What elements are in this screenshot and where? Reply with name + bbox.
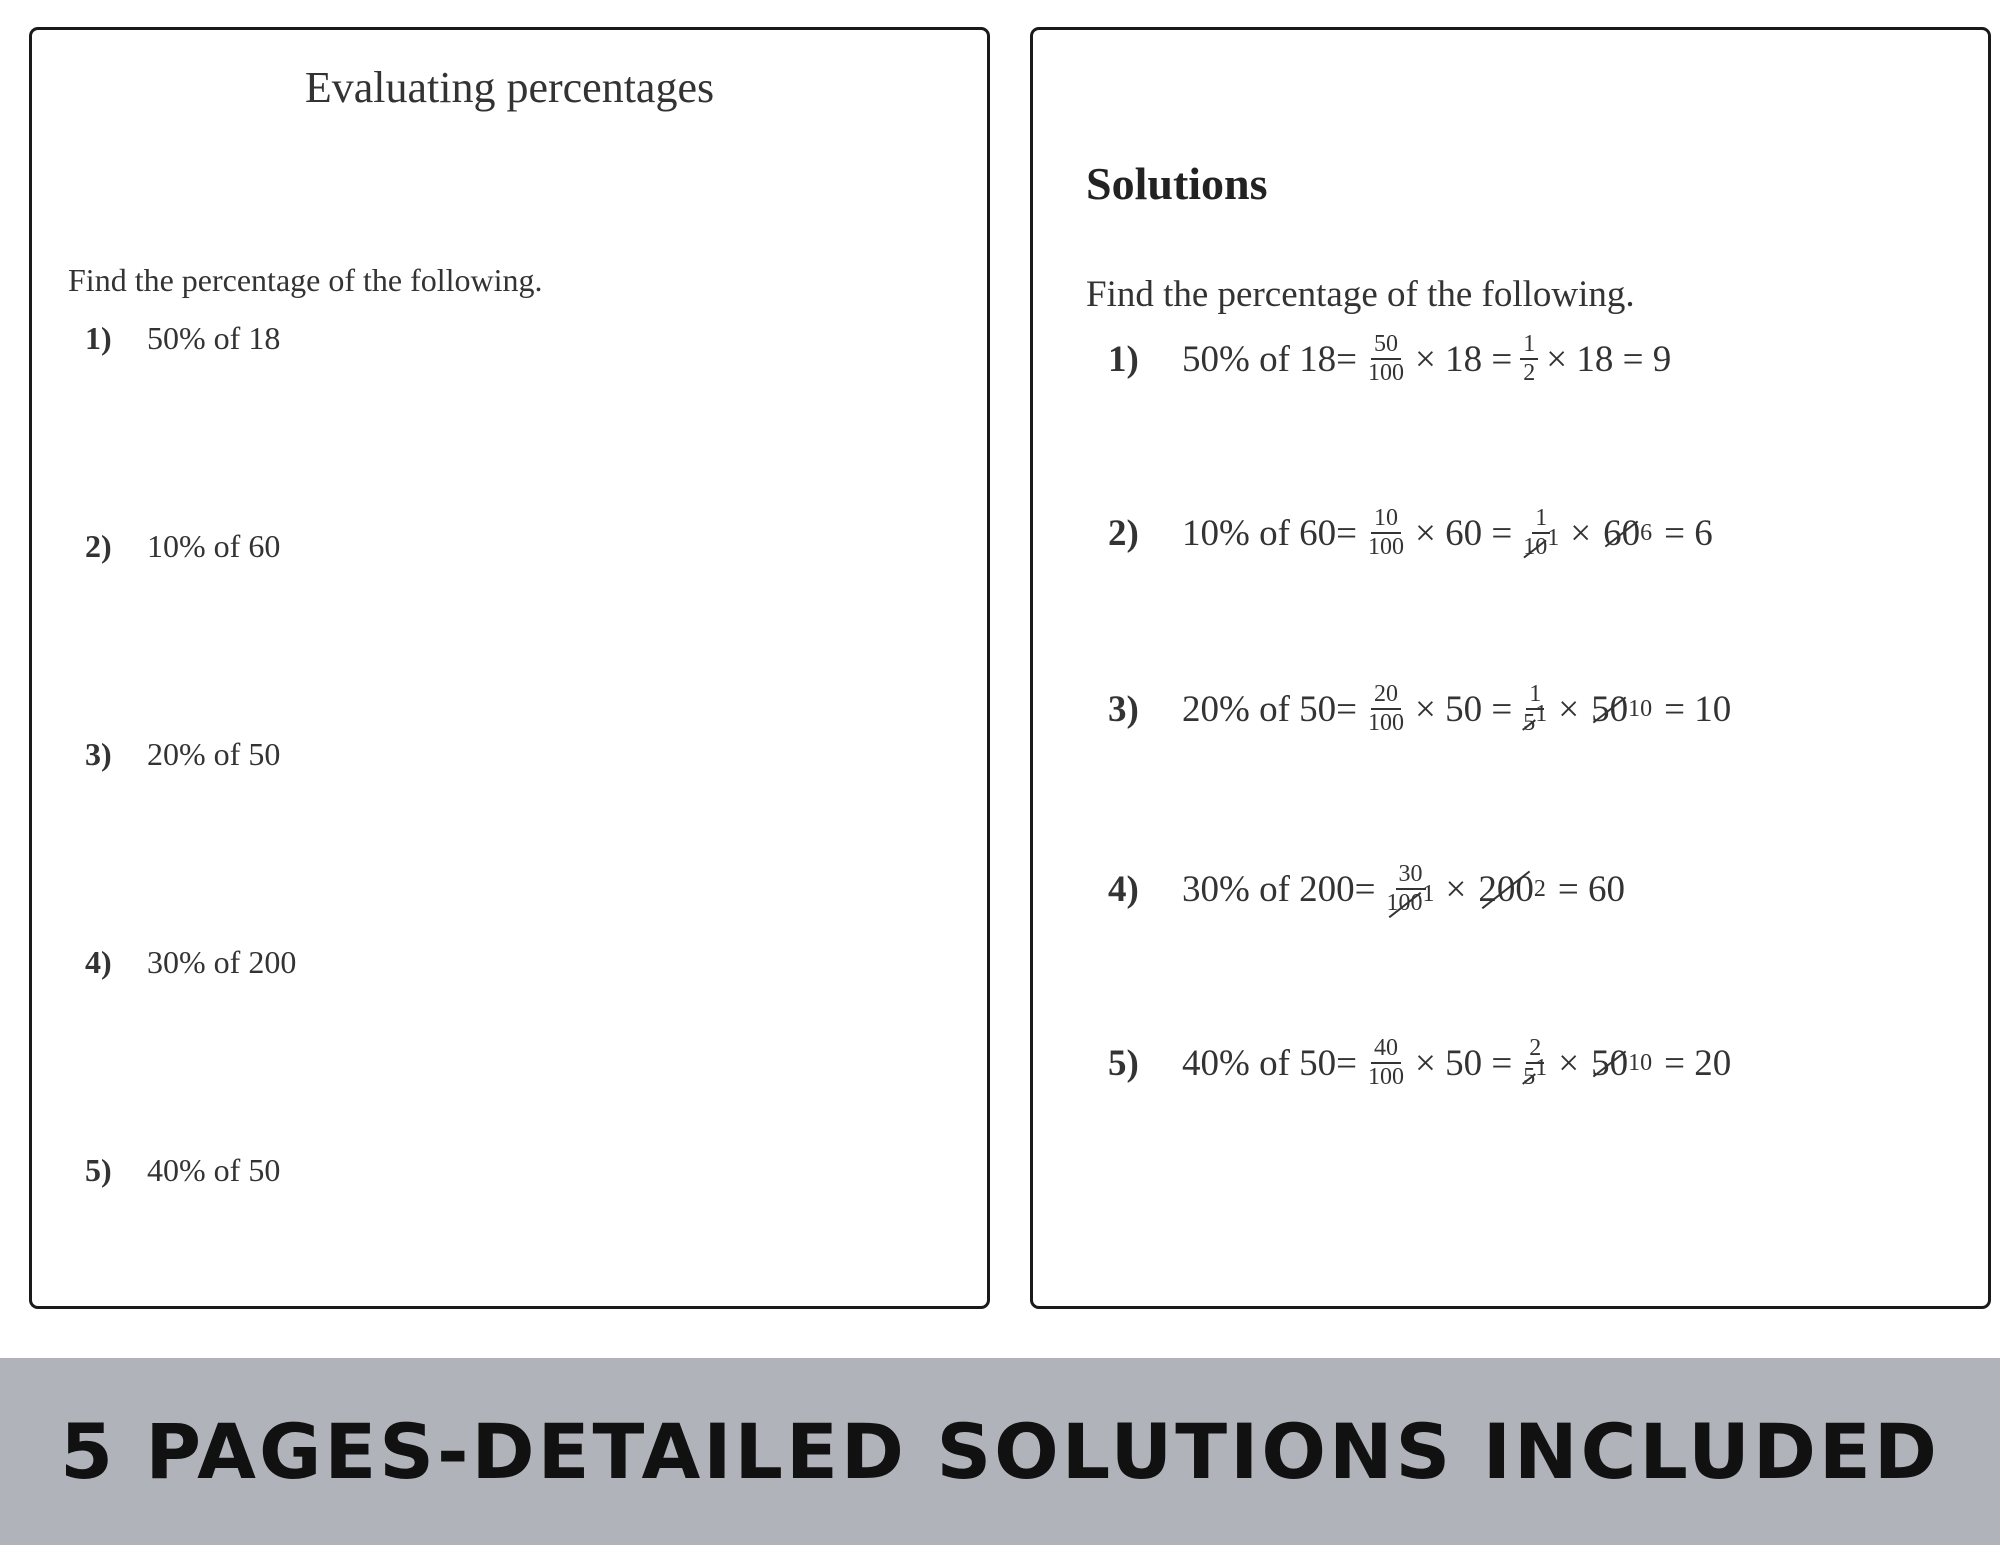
- question-number: 1): [85, 320, 112, 356]
- question-number: 2): [85, 528, 112, 564]
- solution-1: [1108, 332, 1671, 386]
- fraction: $\frac{20}{100}$: [1368, 681, 1405, 737]
- solutions-page: [1030, 27, 1991, 1309]
- worksheet-title: Evaluating percentages: [304, 63, 715, 112]
- promo-banner: [0, 1358, 2000, 1545]
- question-text: 40% of 50: [147, 1152, 281, 1188]
- fraction: $\frac{10}{100}$: [1368, 505, 1405, 561]
- solution-3: 3) 20% of 50= $\frac{20}{100}$ × 50 = $\frac{1}{51}$ × 50 10 = 10: [1108, 681, 1732, 737]
- solution-number: 4): [1108, 868, 1139, 910]
- solution-step: ×: [1558, 688, 1580, 730]
- solution-step: × 50 =: [1415, 688, 1513, 730]
- question-number: 5): [85, 1152, 112, 1188]
- question-5: [85, 1152, 280, 1189]
- question-number: 4): [85, 944, 112, 980]
- fraction: $\frac{30}{1001}$: [1386, 861, 1435, 917]
- solution-result: × 18 = 9: [1546, 338, 1672, 380]
- solution-lhs: 20% of 50=: [1182, 688, 1358, 730]
- solution-lhs: 40% of 50=: [1182, 1042, 1358, 1084]
- solution-step: ×: [1445, 868, 1467, 910]
- fraction: $\frac{40}{100}$: [1368, 1035, 1405, 1091]
- solution-lhs: 50% of 18=: [1182, 338, 1358, 380]
- solution-number: 2): [1108, 512, 1139, 554]
- question-text: 50% of 18: [147, 320, 281, 356]
- question-2: [85, 528, 280, 565]
- fraction: $\frac{2}{51}$: [1523, 1035, 1548, 1091]
- worksheet-page: [29, 27, 990, 1309]
- solution-lhs: 30% of 200=: [1182, 868, 1376, 910]
- solution-step: ×: [1570, 512, 1592, 554]
- question-text: 20% of 50: [147, 736, 281, 772]
- fraction: $\frac{1}{51}$: [1523, 681, 1548, 737]
- solution-result: = 10: [1664, 688, 1732, 730]
- solution-number: 3): [1108, 688, 1139, 730]
- solution-step: × 50 =: [1415, 1042, 1513, 1084]
- solution-step: × 60 =: [1415, 512, 1513, 554]
- fraction: $\frac{50}{100}$: [1368, 331, 1405, 387]
- solution-number: 1): [1108, 338, 1139, 380]
- solution-number: 5): [1108, 1042, 1139, 1084]
- solution-2: 2) 10% of 60= $\frac{10}{100}$ × 60 = $\frac{1}{101}$ × 60 6 = 6: [1108, 505, 1713, 561]
- question-text: 10% of 60: [147, 528, 281, 564]
- solution-5: 5) 40% of 50= $\frac{40}{100}$ × 50 = $\frac{2}{51}$ × 50 10 = 20: [1108, 1035, 1732, 1091]
- cancelled-value: 50: [1591, 688, 1629, 730]
- question-1: [85, 320, 280, 357]
- fraction: $\frac{1}{101}$: [1523, 505, 1560, 561]
- solution-step: × 18 =: [1415, 338, 1513, 380]
- cancelled-value: 50: [1591, 1042, 1629, 1084]
- solution-4: 4) 30% of 200= $\frac{30}{1001}$ × 200 2 = 60: [1108, 861, 1626, 917]
- solution-step: ×: [1558, 1042, 1580, 1084]
- question-4: [85, 944, 296, 981]
- question-number: 3): [85, 736, 112, 772]
- solutions-heading: Solutions: [1086, 158, 1268, 209]
- solution-lhs: 10% of 60=: [1182, 512, 1358, 554]
- solution-result: = 6: [1664, 512, 1713, 554]
- solution-result: = 60: [1557, 868, 1626, 910]
- question-text: 30% of 200: [147, 944, 297, 980]
- cancelled-value: 200: [1478, 868, 1534, 910]
- solution-result: = 20: [1664, 1042, 1732, 1084]
- cancelled-value: 60: [1603, 512, 1641, 554]
- solutions-instruction: Find the percentage of the following.: [1086, 274, 1635, 315]
- question-3: [85, 736, 280, 773]
- fraction: $\frac{1}{2}$: [1520, 332, 1538, 386]
- banner-text: 5 PAGES-DETAILED SOLUTIONS INCLUDED: [60, 1407, 1940, 1496]
- worksheet-instruction: Find the percentage of the following.: [68, 262, 543, 298]
